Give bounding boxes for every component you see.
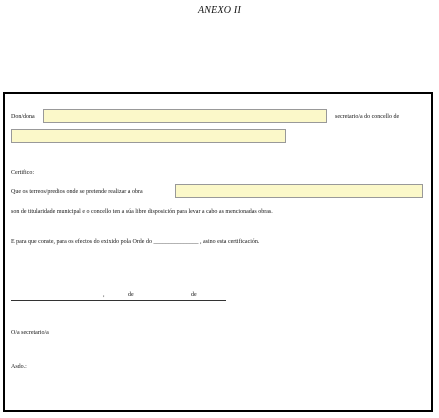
secretario-label: secretario/a do concello de — [335, 114, 400, 120]
efectos-text: E para que conste, para os efectos do exixido pola Orde do _______________ , asino esta certificación. — [11, 239, 260, 245]
date-de-2: de — [191, 292, 197, 298]
certifico-label: Certifico: — [11, 170, 34, 176]
date-comma: , — [103, 292, 105, 298]
asdo-label: Asdo.: — [11, 364, 27, 370]
certificate-form — [3, 92, 433, 412]
titularidade-text: son de titularidade municipal e o concello ten a súa libre disposición para levar a cabo as mencionadas obras. — [11, 209, 273, 215]
don-label: Don/dona — [11, 114, 35, 120]
name-field[interactable] — [43, 109, 327, 123]
date-line — [11, 300, 226, 301]
secretario-sign-label: O/a secretario/a — [11, 330, 49, 336]
terrenos-label: Que os terreos/predios onde se pretende realizar a obra — [11, 189, 143, 195]
concello-field[interactable] — [11, 129, 286, 143]
page-title: ANEXO II — [198, 5, 241, 16]
date-de-1: de — [128, 292, 134, 298]
obra-field[interactable] — [175, 184, 423, 198]
